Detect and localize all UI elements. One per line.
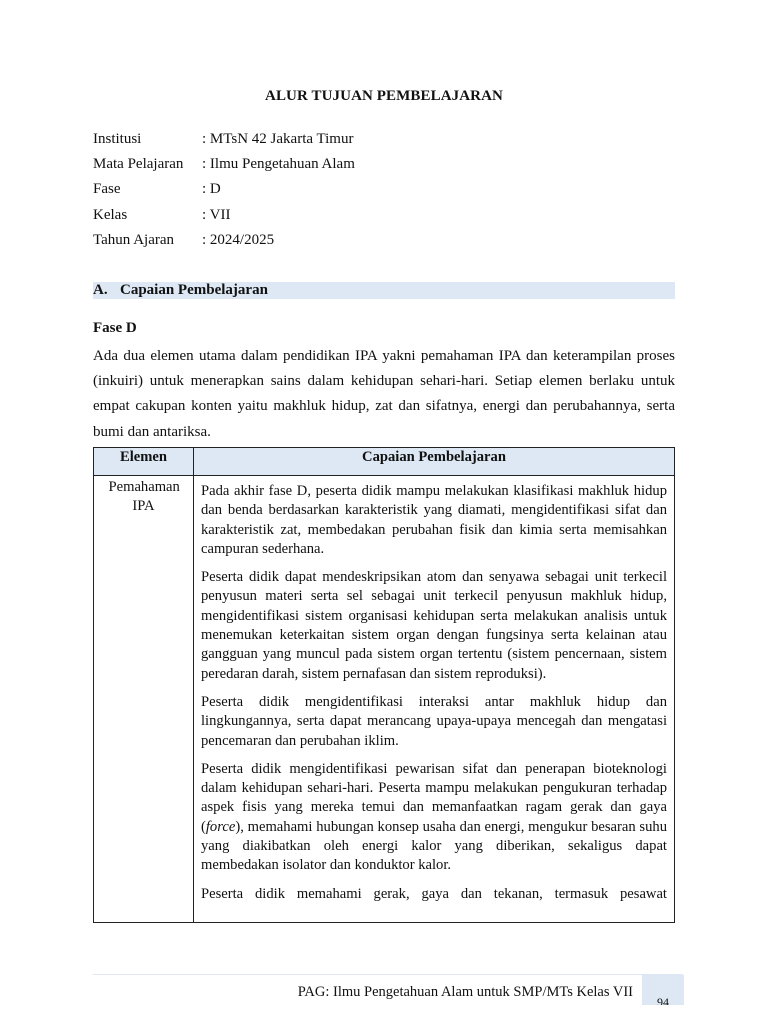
info-row-tahun-ajaran — [93, 230, 355, 255]
info-row-mata-pelajaran — [93, 154, 355, 179]
capaian-paragraph: Peserta didik dapat mendeskripsikan atom dan senyawa sebagai unit terkecil penyusun materi serta sel sebagai unit terkecil penyusun makhluk hidup, mengidentifikasi sistem organisasi kehidupan serta melakukan analisis untuk menemukan keterkaitan sistem organ dengan fungsinya serta kelainan atau gangguan yang muncul pada sistem organ tertentu (sistem pencernaan, sistem peredaran darah, sistem pernafasan dan sistem reproduksi). — [201, 569, 667, 682]
capaian-text: Peserta didik mengidentifikasi pewarisan sifat dan penerapan bioteknologi dalam kehidupan sehari-hari. Peserta mampu melakukan pengukuran terhadap aspek fisis yang mereka temui dan memanfaatkan ragam gerak dan gaya ( — [201, 760, 667, 835]
table-header-row — [94, 448, 675, 476]
info-label: Institusi — [93, 131, 142, 147]
info-value: : MTsN 42 Jakarta Timur — [202, 131, 354, 147]
section-heading — [93, 282, 268, 299]
section-number: A. — [93, 282, 108, 298]
info-label: Fase — [93, 181, 121, 198]
capaian-paragraph: Peserta didik memahami gerak, gaya dan tekanan, termasuk pesawat — [201, 885, 667, 902]
element-name: Pemahaman IPA — [108, 479, 180, 514]
footer-text: PAG: Ilmu Pengetahuan Alam untuk SMP/MTs Kelas VII — [297, 984, 633, 1000]
info-value: : 2024/2025 — [202, 231, 275, 248]
table-row — [94, 476, 675, 923]
capaian-text: ), memahami hubungan konsep usaha dan energi, mengukur besaran suhu yang diakibatkan oleh energi kalor yang diberikan, sekaligus dapat membedakan isolator dan konduktor kalor. — [201, 818, 667, 874]
phase-heading: Fase D — [93, 320, 137, 336]
page-number: 94 — [657, 995, 669, 1005]
info-label: Kelas — [93, 206, 128, 223]
document-title: ALUR TUJUAN PEMBELAJARAN — [265, 88, 503, 104]
capaian-cell — [194, 476, 675, 923]
capaian-paragraph: Peserta didik mengidentifikasi interaksi antar makhluk hidup dan lingkungannya, serta dapat merancang upaya-upaya mencegah dan mengatasi pencemaran dan perubahan iklim. — [201, 693, 667, 749]
footer-divider — [93, 974, 683, 975]
info-label: Mata Pelajaran — [93, 156, 184, 173]
info-value: : D — [202, 181, 221, 198]
intro-paragraph: Ada dua elemen utama dalam pendidikan IPA yakni pemahaman IPA dan keterampilan proses (inkuiri) untuk menerapkan sains dalam kehidupan sehari-hari. Setiap elemen berlaku untuk empat cakupan konten yaitu makhluk hidup, zat dan sifatnya, energi dan perubahannya, serta bumi dan antariksa. — [93, 348, 675, 440]
header-elemen: Elemen — [94, 448, 194, 476]
capaian-italic-term: force — [205, 818, 236, 835]
info-row-fase — [93, 179, 355, 204]
section-title: Capaian Pembelajaran — [120, 282, 268, 298]
info-block — [93, 129, 355, 255]
capaian-paragraph — [201, 760, 667, 876]
info-value: : Ilmu Pengetahuan Alam — [202, 156, 355, 173]
capaian-table — [93, 447, 675, 923]
info-value: : VII — [202, 206, 231, 223]
capaian-content — [194, 476, 674, 922]
info-row-kelas — [93, 205, 355, 230]
page-number-box — [642, 975, 684, 1005]
info-row-institusi — [93, 129, 355, 154]
info-label: Tahun Ajaran — [93, 231, 175, 248]
header-capaian: Capaian Pembelajaran — [194, 448, 675, 476]
element-name-cell — [94, 476, 194, 923]
capaian-paragraph: Pada akhir fase D, peserta didik mampu melakukan klasifikasi makhluk hidup dan benda berdasarkan karakteristik yang diamati, mengidentifikasi sifat dan karakteristik zat, membedakan perubahan fisik dan kimia serta memisahkan campuran sederhana. — [201, 483, 667, 557]
